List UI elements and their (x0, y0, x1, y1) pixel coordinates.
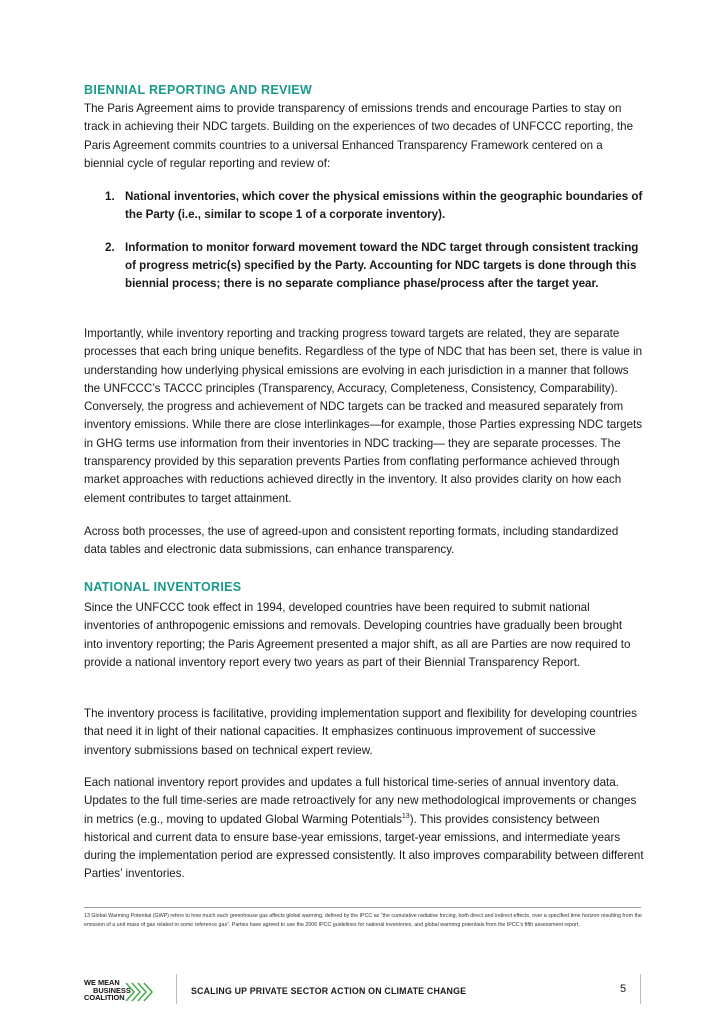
list-item-number: 1. (105, 190, 115, 203)
footnote-divider (84, 907, 641, 908)
footnote-ref-13[interactable]: 13 (401, 812, 410, 820)
list-item-text: National inventories, which cover the physical emissions within the geographic boundaries of the Party (i.e., similar to scope 1 of a corporate inventory). (125, 190, 643, 222)
paragraph-text-part-a: Each national inventory report provides and updates a full historical time-series of annual inventory data. Updates to the full time-series are made retroactively for any new methodological improvements or changes in metrics (e.g., moving to updated Global Warming Potentials (84, 776, 637, 826)
paragraph-national-timeseries (84, 774, 644, 884)
logo-line: BUSINESS (93, 985, 131, 995)
list-item-text: Information to monitor forward movement toward the NDC target through consistent tracking of progress metric(s) specified by the Party. Accounting for NDC targets is done through this biennial process; there is no separate compliance phase/process after the target year. (125, 240, 639, 291)
footer-divider-left (176, 974, 177, 1004)
paragraph-national-facilitative: The inventory process is facilitative, providing implementation support and flexibility for developing countries that need it in light of their national capacities. It emphasizes continuous improvement of successive inventory submissions based on technical expert review. (84, 707, 637, 757)
chevron-arrows-icon (124, 981, 158, 1003)
heading-biennial-reporting: BIENNIAL REPORTING AND REVIEW (84, 83, 313, 97)
list-item-number: 2. (105, 240, 115, 254)
footnote-13: 13 Global Warming Potential (GWP) refers to how much each greenhouse gas affects global warming, defined by the IPCC as “the cumulative radiative forcing, both direct and indirect effects, over a specified time horizon resulting from the emission of a unit mass of gas related to some reference gas”. Parties have agreed to use the 2006 IPCC guidelines for national inventories, and global warming potentials from the IPCC’s fifth assessment report. (84, 913, 642, 928)
paragraph-biennial-importantly: Importantly, while inventory reporting and tracking progress toward targets are related, they are separate processes that each bring unique benefits. Regardless of the type of NDC that has been set, there is value in understanding how underlying physical emissions are evolving in each jurisdiction in a manner that follows the UNFCCC’s TACCC principles (Transparency, Accuracy, Completeness, Consistency, Comparability). Conversely, the progress and achievement of NDC targets can be tracked and measured separately from inventory emissions. While there are close interlinkages—for example, those Parties expressing NDC targets in GHG terms use information from their inventories in NDC tracking— they are separate processes. The transparency provided by this separation prevents Parties from conflating performance achieved through market approaches with reductions achieved directly in the inventory. It also provides clarity on how each element contributes to target attainment. (84, 327, 643, 505)
biennial-items-list (84, 188, 644, 293)
logo-line: COALITION (84, 993, 125, 1003)
paragraph-national-history: Since the UNFCCC took effect in 1994, developed countries have been required to submit national inventories of anthropogenic emissions and removals. Developing countries have gradually been brought into inventory reporting; the Paris Agreement presented a major shift, as all are Parties are now required to provide a national inventory report every two years as part of their Biennial Transparency Report. (84, 601, 631, 669)
logo-line: WE MEAN (84, 978, 120, 987)
heading-national-inventories: NATIONAL INVENTORIES (84, 580, 242, 594)
list-item (84, 188, 644, 225)
paragraph-text-part-b: ). This provides consistency between historical and current data to ensure base-year emissions, target-year emissions, and intermediate years during the implementation period are expressed consistently. It also improves comparability between different Parties’ inventories. (84, 812, 644, 881)
list-item (84, 239, 644, 294)
footer-divider-right (640, 974, 641, 1004)
page-footer (0, 970, 724, 1010)
paragraph-biennial-formats: Across both processes, the use of agreed-upon and consistent reporting formats, including standardized data tables and electronic data submissions, can enhance transparency. (84, 525, 619, 557)
footer-report-title: SCALING UP PRIVATE SECTOR ACTION ON CLIMATE CHANGE (191, 986, 467, 996)
page-number: 5 (620, 983, 627, 995)
paragraph-biennial-intro: The Paris Agreement aims to provide transparency of emissions trends and encourage Parties to stay on track in achieving their NDC targets. Building on the experiences of two decades of UNFCCC reporting, the Paris Agreement commits countries to a universal Enhanced Transparency Framework centered on a biennial cycle of regular reporting and review of: (84, 102, 634, 170)
coalition-logo (84, 979, 164, 1009)
